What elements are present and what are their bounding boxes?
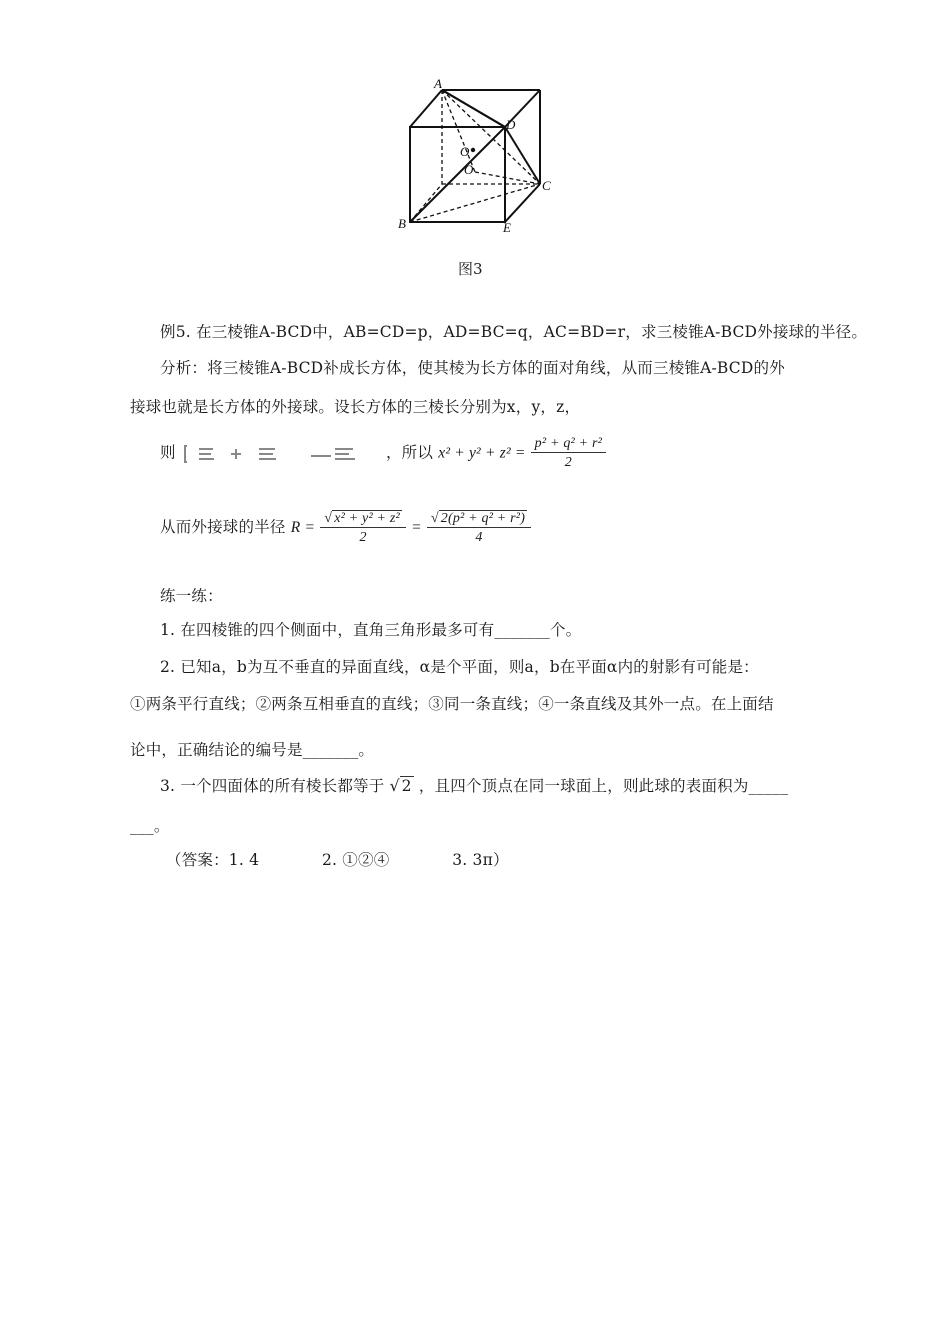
- label-D: D: [506, 117, 516, 132]
- label-B: B: [398, 216, 406, 231]
- radius-R: R =: [290, 519, 316, 536]
- example5-title: 例5. 在三棱锥A-BCD中，AB=CD=p，AD=BC=q，AC=BD=r，求三棱锥A-BCD外接球的半径。: [160, 323, 868, 341]
- label-O1: O: [464, 162, 474, 177]
- answers-line: （答案：1. 4 2. ①②④ 3. 3π）: [166, 851, 509, 869]
- eq1-fraction: [531, 436, 606, 471]
- analysis-line-2: 接球也就是长方体的外接球。设长方体的三棱长分别为x，y，z，: [130, 398, 581, 416]
- label-C: C: [542, 178, 551, 193]
- radius-numerator-2: 2(p² + q² + r²): [440, 511, 526, 526]
- practice-title: 练一练：: [160, 587, 223, 605]
- radius-numerator-1: x² + y² + z²: [334, 511, 400, 526]
- label-A: A: [434, 76, 442, 91]
- q3-part2: ，且四个顶点在同一球面上，则此球的表面积为_____: [418, 777, 789, 795]
- label-E: E: [503, 220, 511, 235]
- figure-caption: 图3: [458, 260, 483, 278]
- radius-equals: =: [411, 519, 422, 536]
- practice-q3-line1: 3. 一个四面体的所有棱长都等于 √ 2 ，且四个顶点在同一球面上，则此球的表面积为_____: [160, 777, 789, 795]
- so-label: ，所以: [385, 443, 434, 462]
- eq1-lhs: x² + y² + z² =: [438, 444, 526, 462]
- practice-q3-line2: ___。: [130, 817, 170, 835]
- practice-q1: 1. 在四棱锥的四个侧面中，直角三角形最多可有_______个。: [160, 621, 582, 639]
- radius-fraction-1: $\frac{\text{√ x² + y² + z²}}{2}$: [320, 510, 406, 546]
- then-label: 则: [160, 443, 176, 462]
- box-tetrahedron-figure: [380, 72, 580, 242]
- radius-label: 从而外接球的半径: [160, 518, 286, 536]
- practice-q2-line1: 2. 已知a，b为互不垂直的异面直线，α是个平面，则a，b在平面α内的射影有可能是：: [160, 658, 759, 676]
- radius-denominator-1: 2: [359, 530, 367, 545]
- blurred-equation-system: [181, 443, 381, 465]
- label-O: O: [460, 144, 470, 159]
- q3-sqrt: 2: [401, 777, 412, 795]
- analysis-line-1: 分析：将三棱锥A-BCD补成长方体，使其棱为长方体的面对角线，从而三棱锥A-BCD的外: [160, 359, 785, 377]
- radius-fraction-2: $\frac{\text{√ 2(p² + q² + r²)}}{4}$: [427, 510, 531, 546]
- practice-q2-line2: ①两条平行直线；②两条互相垂直的直线；③同一条直线；④一条直线及其外一点。在上面结: [130, 695, 774, 713]
- q3-part1: 3. 一个四面体的所有棱长都等于: [160, 777, 385, 795]
- equation-row-1: [160, 436, 606, 471]
- eq1-numerator: p² + q² + r²: [531, 436, 606, 453]
- eq1-denominator: 2: [564, 455, 572, 470]
- practice-q2-line3: 论中，正确结论的编号是_______。: [130, 741, 375, 759]
- radius-denominator-2: 4: [475, 530, 483, 545]
- radius-row: [160, 510, 531, 546]
